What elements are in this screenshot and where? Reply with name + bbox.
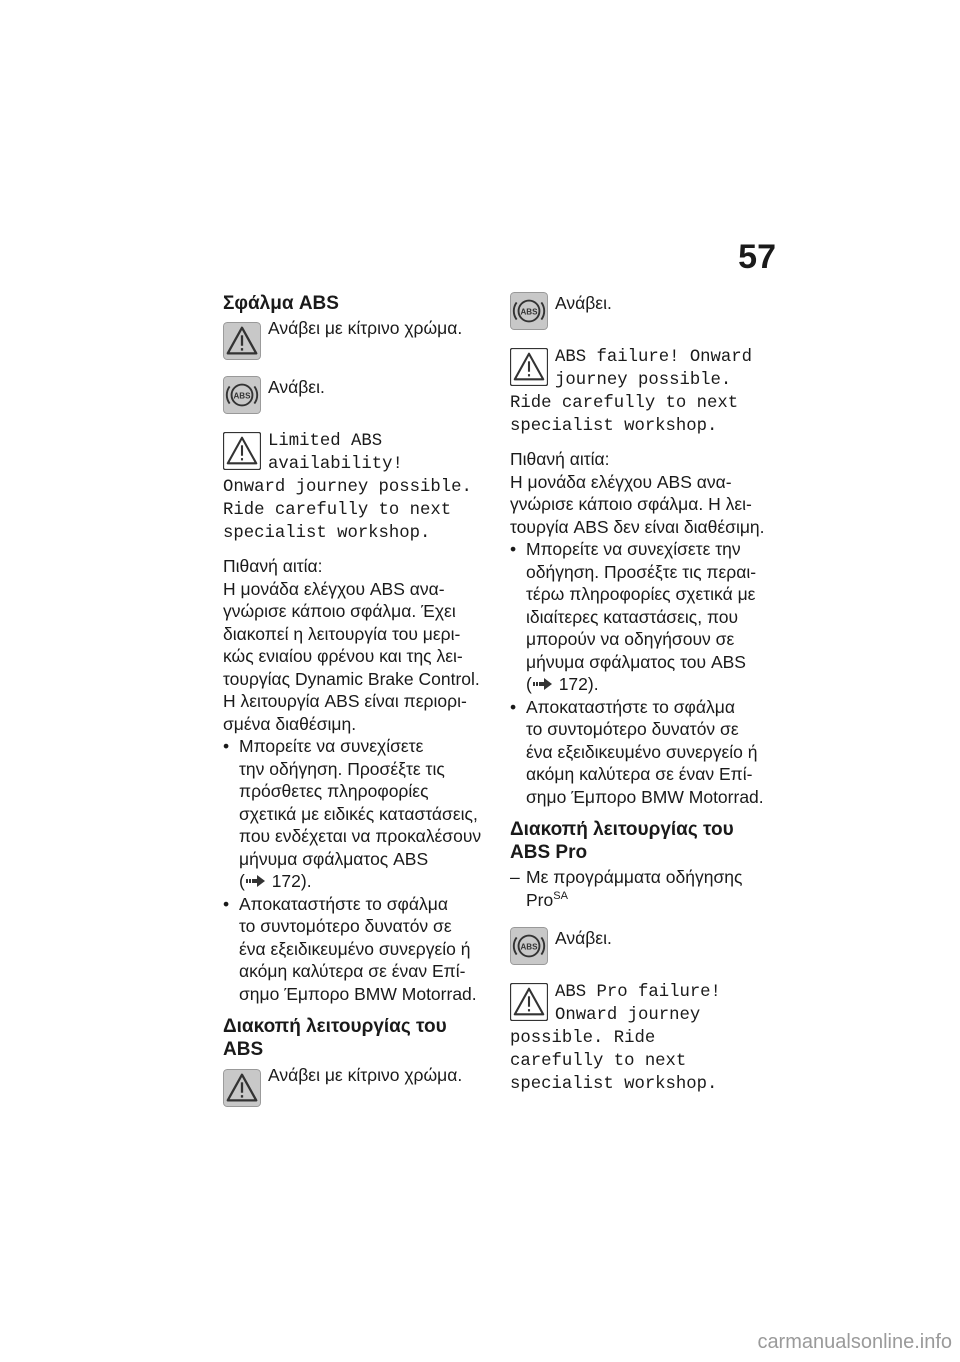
abs-light-row bbox=[510, 292, 782, 330]
display-message-line: ABS failure! Onward bbox=[555, 348, 753, 367]
text-line: σημο Έμπορο BMW Motorrad. bbox=[526, 786, 764, 807]
dash-marker: – bbox=[510, 867, 520, 887]
display-message-line: Ride carefully to next bbox=[223, 501, 452, 520]
list-item bbox=[223, 735, 495, 893]
text-line: μήνυμα σφάλματος ABS bbox=[239, 848, 429, 869]
cause-label: Πιθανή αιτία: bbox=[510, 449, 610, 469]
text-line: το συντομότερο δυνατόν σε bbox=[526, 719, 739, 739]
display-message-line: journey possible. bbox=[555, 371, 732, 390]
text-line: το συντομότερο δυνατόν σε bbox=[239, 916, 452, 936]
warning-light-row bbox=[223, 1041, 495, 1107]
list-item bbox=[223, 893, 495, 1006]
text-line: τουργία ABS δεν είναι διαθέσιμη. bbox=[510, 516, 765, 537]
page-reference[interactable]: ( 172). bbox=[526, 674, 599, 694]
heading-line: ABS bbox=[223, 1039, 264, 1060]
left-column bbox=[223, 292, 495, 1107]
warning-light-text: Ανάβει με κίτρινο χρώμα. bbox=[268, 318, 463, 338]
display-message-line: specialist workshop. bbox=[223, 524, 431, 543]
text-line: γνώρισε κάποιο σφάλμα. Η λει- bbox=[510, 494, 752, 514]
text-line: • Αποκαταστήστε το σφάλμα bbox=[526, 696, 735, 717]
text-line: διακοπεί η λειτουργία του μερι- bbox=[223, 623, 461, 644]
abs-indicator-icon bbox=[510, 292, 548, 330]
abs-light-text: Ανάβει. bbox=[555, 928, 612, 948]
arrow-reference-icon bbox=[532, 677, 554, 691]
heading-line: ABS Pro bbox=[510, 842, 588, 863]
text-line: γνώρισε κάποιο σφάλμα. Έχει bbox=[223, 601, 456, 621]
text-line: ιδιαίτερες καταστάσεις, που bbox=[526, 606, 739, 627]
warning-triangle-icon bbox=[510, 348, 548, 386]
watermark: carmanualsonline.info bbox=[757, 1331, 952, 1353]
page-number: 57 bbox=[738, 238, 776, 276]
heading-line: Διακοπή λειτουργίας του bbox=[510, 819, 734, 840]
text-line: οδήγηση. Προσέξτε τις περαι- bbox=[526, 561, 757, 582]
cause-text bbox=[223, 578, 495, 736]
text-line: που ενδέχεται να προκαλέσουν bbox=[239, 826, 482, 846]
abs-pro-off-heading bbox=[510, 818, 782, 864]
display-message-line: specialist workshop. bbox=[510, 1075, 718, 1094]
page-reference-number: 172). bbox=[558, 674, 599, 694]
text-line: ακόμη καλύτερα σε έναν Επί- bbox=[526, 764, 753, 784]
arrow-reference-icon bbox=[245, 874, 267, 888]
display-message-line: Onward journey bbox=[555, 1006, 701, 1025]
page-reference[interactable]: ( 172). bbox=[239, 871, 312, 891]
abs-light-row bbox=[223, 376, 495, 414]
warning-triangle-icon bbox=[223, 432, 261, 470]
abs-indicator-icon bbox=[510, 927, 548, 965]
text-line: ακόμη καλύτερα σε έναν Επί- bbox=[239, 961, 466, 981]
warning-triangle-icon bbox=[223, 1069, 261, 1107]
display-message-row bbox=[510, 981, 782, 1027]
display-message-line: Limited ABS bbox=[268, 432, 383, 451]
abs-light-text: Ανάβει. bbox=[555, 293, 612, 313]
text-line: τέρω πληροφορίες σχετικά με bbox=[526, 584, 756, 604]
list-item bbox=[510, 538, 782, 696]
abs-indicator-icon bbox=[223, 376, 261, 414]
text-line: Η μονάδα ελέγχου ABS ανα- bbox=[510, 471, 732, 492]
display-message-line: possible. Ride bbox=[510, 1029, 656, 1048]
display-message-line: Onward journey possible. bbox=[223, 478, 472, 497]
text-line: Η λειτουργία ABS είναι περιορι- bbox=[223, 691, 467, 711]
text-line: μπορούν να οδηγήσουν σε bbox=[526, 629, 735, 649]
cause-label: Πιθανή αιτία: bbox=[223, 556, 323, 576]
display-message-row bbox=[510, 346, 782, 392]
display-message-line: carefully to next bbox=[510, 1052, 687, 1071]
page-reference-number: 172). bbox=[271, 871, 312, 891]
riding-mode-condition bbox=[510, 866, 782, 911]
action-list bbox=[510, 538, 782, 808]
abs-error-heading: Σφάλμα ABS bbox=[223, 293, 339, 314]
text-line: σμένα διαθέσιμη. bbox=[223, 713, 357, 734]
svg-text:ABS: ABS bbox=[520, 307, 538, 317]
display-message-line: specialist workshop. bbox=[510, 417, 718, 436]
right-column bbox=[510, 292, 782, 1096]
text-line: πρόσθετες πληροφορίες bbox=[239, 781, 429, 801]
text-line: Με προγράμματα οδήγησης bbox=[526, 867, 743, 887]
text-line: μήνυμα σφάλματος του ABS bbox=[526, 651, 746, 672]
text-line bbox=[526, 889, 782, 912]
list-item bbox=[510, 696, 782, 809]
cause-text bbox=[510, 471, 782, 539]
text-line: ένα εξειδικευμένο συνεργείο ή bbox=[239, 938, 471, 959]
heading-line: Διακοπή λειτουργίας του bbox=[223, 1016, 447, 1037]
special-equipment-mark: SA bbox=[553, 889, 568, 902]
text-line: Η μονάδα ελέγχου ABS ανα- bbox=[223, 578, 445, 599]
text-line: • Αποκαταστήστε το σφάλμα bbox=[239, 893, 448, 914]
svg-text:ABS: ABS bbox=[233, 391, 251, 401]
pro-label: Pro bbox=[526, 889, 554, 910]
text-line: σχετικά με ειδικές καταστάσεις, bbox=[239, 803, 478, 824]
warning-triangle-icon bbox=[223, 322, 261, 360]
text-line: ένα εξειδικευμένο συνεργείο ή bbox=[526, 741, 758, 762]
text-line: τουργίας Dynamic Brake Control. bbox=[223, 668, 480, 689]
abs-light-row bbox=[510, 927, 782, 965]
display-message-line: Ride carefully to next bbox=[510, 394, 739, 413]
text-line: κώς ενιαίου φρένου και της λει- bbox=[223, 646, 463, 666]
action-list bbox=[223, 735, 495, 1005]
warning-triangle-icon bbox=[510, 983, 548, 1021]
abs-light-text: Ανάβει. bbox=[268, 377, 325, 397]
display-message-line: ABS Pro failure! bbox=[555, 983, 721, 1002]
text-line: • Μπορείτε να συνεχίσετε bbox=[239, 736, 424, 756]
text-line: σημο Έμπορο BMW Motorrad. bbox=[239, 983, 477, 1004]
text-line: • Μπορείτε να συνεχίσετε την bbox=[526, 539, 741, 559]
svg-text:ABS: ABS bbox=[520, 942, 538, 952]
display-message-line: availability! bbox=[268, 455, 403, 474]
warning-light-text: Ανάβει με κίτρινο χρώμα. bbox=[268, 1065, 463, 1085]
display-message-row bbox=[223, 430, 495, 476]
text-line: την οδήγηση. Προσέξτε τις bbox=[239, 758, 445, 779]
warning-light-row bbox=[223, 317, 495, 360]
